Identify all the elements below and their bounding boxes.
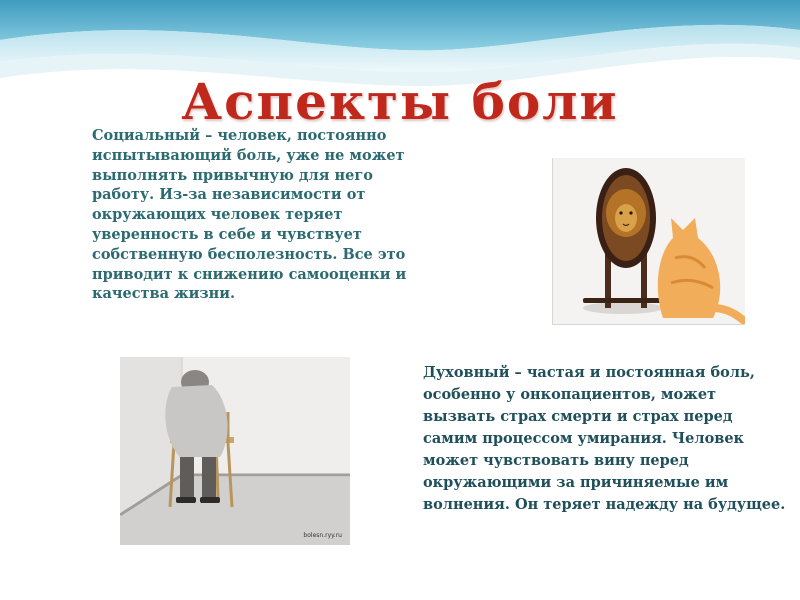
man-sitting-in-corner-icon — [120, 357, 350, 545]
man-in-corner-photo — [120, 357, 350, 545]
cat-looking-in-mirror-at-lion-icon — [553, 158, 745, 324]
slide-title: Аспекты боли — [181, 72, 619, 131]
cat-mirror-photo — [552, 158, 745, 325]
photo-watermark: bolesn.ryy.ru — [303, 532, 342, 539]
spiritual-aspect-text: Духовный – частая и постоянная боль, особенно у онкопациентов, может вызвать страх смерти и страх перед самим процессом умирания. Человек может чувствовать вину перед окружающими за причиняемые им волнения. Он теряет надежду на будущее. — [423, 364, 786, 513]
social-aspect-text: Социальный – человек, постоянно испытывающий боль, уже не может выполнять привычную для него работу. Из-за независимости от окружающих человек теряет уверенность в себе и чувствует собственную бесполезность. Все это приводит к снижению самооценки и качества жизни. — [92, 127, 407, 303]
